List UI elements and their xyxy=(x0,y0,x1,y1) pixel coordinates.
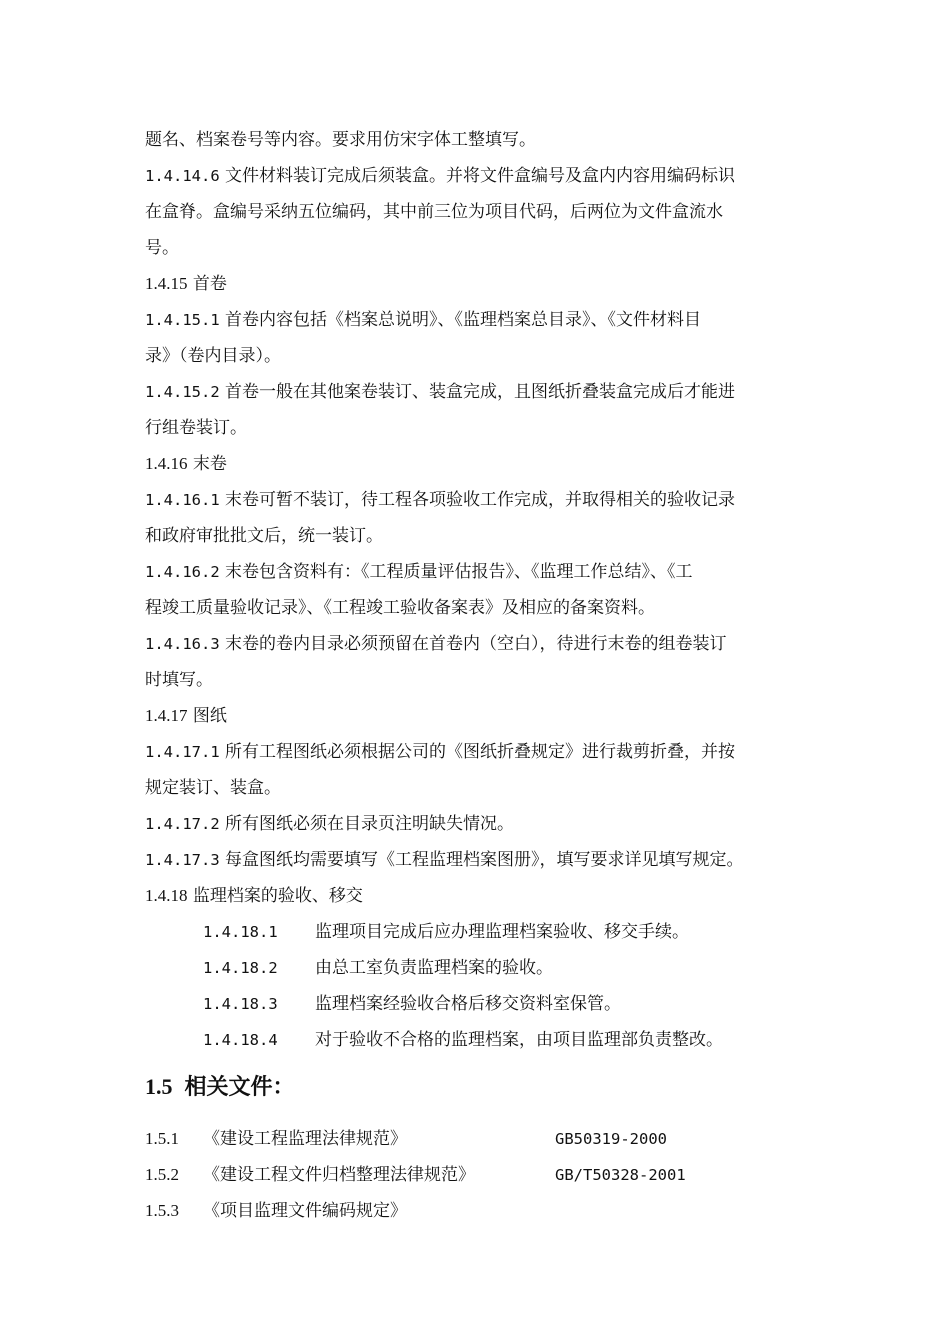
text-line: 题名、档案卷号等内容。要求用仿宋字体工整填写。 xyxy=(145,130,536,150)
clause-number: 1.4.17 xyxy=(145,706,188,725)
text-line: 录》（卷内目录）。 xyxy=(145,346,281,366)
text-line: 1.4.16.3 末卷的卷内目录必须预留在首卷内（空白），待进行末卷的组卷装订 xyxy=(145,634,727,654)
text-line: 规定装订、装盒。 xyxy=(145,778,281,798)
reference-list xyxy=(145,1121,817,1229)
clause-heading: 1.4.17 图纸 xyxy=(145,706,227,726)
reference-number: 1.5.2 xyxy=(145,1165,179,1184)
clause-number: 1.4.17.3 xyxy=(145,851,220,869)
reference-code: GB50319-2000 xyxy=(555,1130,667,1148)
text-line: 1.4.14.6 文件材料装订完成后须装盒。并将文件盒编号及盒内内容用编码标识 xyxy=(145,166,736,186)
paragraph-block xyxy=(145,122,817,914)
text-line: 时填写。 xyxy=(145,670,213,690)
reference-code: GB/T50328-2001 xyxy=(555,1166,686,1184)
clause-number: 1.4.15 xyxy=(145,274,188,293)
reference-item xyxy=(145,1157,817,1193)
clause-number: 1.4.14.6 xyxy=(145,167,220,185)
clause-number: 1.4.16.1 xyxy=(145,491,220,509)
clause-heading: 1.4.15 首卷 xyxy=(145,274,227,294)
text-line: 程竣工质量验收记录》、《工程竣工验收备案表》及相应的备案资料。 xyxy=(145,598,655,618)
clause-number: 1.4.16.2 xyxy=(145,563,220,581)
clause-number: 1.4.17.1 xyxy=(145,743,220,761)
text-line: 在盒脊。盒编号采纳五位编码，其中前三位为项目代码，后两位为文件盒流水 xyxy=(145,202,723,222)
text-line: 1.4.15.2 首卷一般在其他案卷装订、装盒完成，且图纸折叠装盒完成后才能进 xyxy=(145,382,736,402)
clause-number: 1.4.18.2 xyxy=(203,959,278,977)
text-line: 1.4.15.1 首卷内容包括《档案总说明》、《监理档案总目录》、《文件材料目 xyxy=(145,310,702,330)
section-title: 相关文件： xyxy=(184,1074,295,1099)
reference-item xyxy=(145,1193,817,1229)
reference-number: 1.5.3 xyxy=(145,1201,179,1220)
text-line: 1.4.16.2 末卷包含资料有：《工程质量评估报告》、《监理工作总结》、《工 xyxy=(145,562,693,582)
clause-heading: 1.4.18 监理档案的验收、移交 xyxy=(145,886,363,906)
clause-number: 1.4.18 xyxy=(145,886,188,905)
list-item: 1.4.18.4 对于验收不合格的监理档案，由项目监理部负责整改。 xyxy=(203,1022,817,1058)
text-line: 1.4.17.3 每盒图纸均需要填写《工程监理档案图册》，填写要求详见填写规定。 xyxy=(145,850,744,870)
text-line: 号。 xyxy=(145,238,179,258)
clause-number: 1.4.16.3 xyxy=(145,635,220,653)
clause-number: 1.4.18.4 xyxy=(203,1031,278,1049)
section-number: 1.5 xyxy=(145,1074,173,1099)
clause-number: 1.4.18.1 xyxy=(203,923,278,941)
clause-number: 1.4.16 xyxy=(145,454,188,473)
document-body xyxy=(145,122,817,1229)
text-line: 和政府审批批文后，统一装订。 xyxy=(145,526,383,546)
list-item: 1.4.18.2 由总工室负责监理档案的验收。 xyxy=(203,950,817,986)
reference-item xyxy=(145,1121,817,1157)
section-heading xyxy=(145,1073,817,1101)
text-line: 1.4.17.1 所有工程图纸必须根据公司的《图纸折叠规定》进行裁剪折叠，并按 xyxy=(145,742,736,762)
reference-number: 1.5.1 xyxy=(145,1129,179,1148)
sub-clause-list xyxy=(145,914,817,1058)
list-item: 1.4.18.3 监理档案经验收合格后移交资料室保管。 xyxy=(203,986,817,1022)
text-line: 1.4.17.2 所有图纸必须在目录页注明缺失情况。 xyxy=(145,814,515,834)
reference-title: 《建设工程监理法律规范》 xyxy=(203,1129,407,1149)
clause-number: 1.4.18.3 xyxy=(203,995,278,1013)
list-item: 1.4.18.1 监理项目完成后应办理监理档案验收、移交手续。 xyxy=(203,914,817,950)
text-line: 1.4.16.1 末卷可暂不装订，待工程各项验收工作完成，并取得相关的验收记录 xyxy=(145,490,736,510)
clause-number: 1.4.15.2 xyxy=(145,383,220,401)
clause-heading: 1.4.16 末卷 xyxy=(145,454,227,474)
clause-number: 1.4.15.1 xyxy=(145,311,220,329)
reference-title: 《建设工程文件归档整理法律规范》 xyxy=(203,1165,475,1185)
reference-title: 《项目监理文件编码规定》 xyxy=(203,1201,407,1221)
text-line: 行组卷装订。 xyxy=(145,418,247,438)
clause-number: 1.4.17.2 xyxy=(145,815,220,833)
